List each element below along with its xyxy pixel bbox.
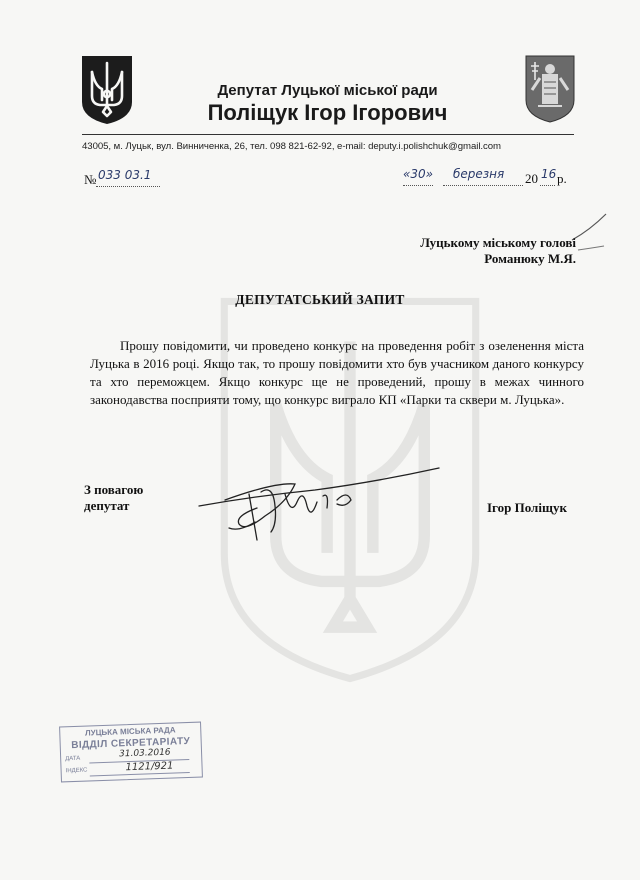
addressee-name: Романюку М.Я. xyxy=(484,251,576,266)
request-body xyxy=(90,337,584,409)
pen-stroke-mark xyxy=(570,210,610,260)
date-month-underline xyxy=(443,185,523,186)
handwritten-signature xyxy=(195,462,445,542)
lutsk-city-coat-of-arms-icon xyxy=(524,54,576,124)
addressee-position: Луцькому міському голові xyxy=(420,235,576,250)
date-day-underline xyxy=(403,185,433,186)
number-underline xyxy=(96,186,160,187)
date-year-suffix: 16 xyxy=(541,167,557,181)
stamp-department: ВІДДІЛ СЕКРЕТАРІАТУ xyxy=(71,735,191,752)
tryzub-coat-of-arms-icon xyxy=(80,54,134,126)
stamp-date-handwritten: 31.03.2016 xyxy=(118,747,171,760)
header-divider xyxy=(82,134,574,135)
outgoing-number-label: № xyxy=(84,172,97,187)
registration-stamp xyxy=(59,722,203,783)
outgoing-number-handwritten: 033 03.1 xyxy=(98,168,152,182)
stamp-index-label: ІНДЕКС xyxy=(65,767,88,775)
letter-date xyxy=(403,166,583,190)
date-year-underline xyxy=(540,185,555,186)
contact-address: 43005, м. Луцьк, вул. Винниченка, 26, тел. 098 821-62-92, e-mail: deputy.i.polishchuk@gmail.com xyxy=(82,141,501,152)
stamp-index-handwritten: 1121/921 xyxy=(125,760,174,774)
date-day: «30» xyxy=(403,167,434,181)
date-suffix: р. xyxy=(557,171,567,186)
document-title: ДЕПУТАТСЬКИЙ ЗАПИТ xyxy=(235,292,405,307)
date-month: березня xyxy=(453,167,505,181)
date-year-prefix: 20 xyxy=(525,171,538,186)
stamp-council-name: ЛУЦЬКА МІСЬКА РАДА xyxy=(84,725,176,738)
closing-greeting: З повагою xyxy=(84,482,144,497)
closing-role: депутат xyxy=(84,498,130,513)
deputy-name: Поліщук Ігор Ігорович xyxy=(207,100,448,125)
signer-name: Ігор Поліщук xyxy=(487,500,567,515)
deputy-title: Депутат Луцької міської ради xyxy=(217,82,438,99)
request-paragraph: Прошу повідомити, чи проведено конкурс на проведення робіт з озеленення міста Луцька в 2016 році. Якщо так, то прошу повідомити хто був учасником даного конкурсу та хто переможцем. Якщо конкурс ще не проведений, прошу в межах чинного законодавства посприяти тому, що конкурс виграло КП «Парки та сквери м. Луцька». xyxy=(90,338,584,407)
stamp-date-label: ДАТА xyxy=(65,755,81,763)
